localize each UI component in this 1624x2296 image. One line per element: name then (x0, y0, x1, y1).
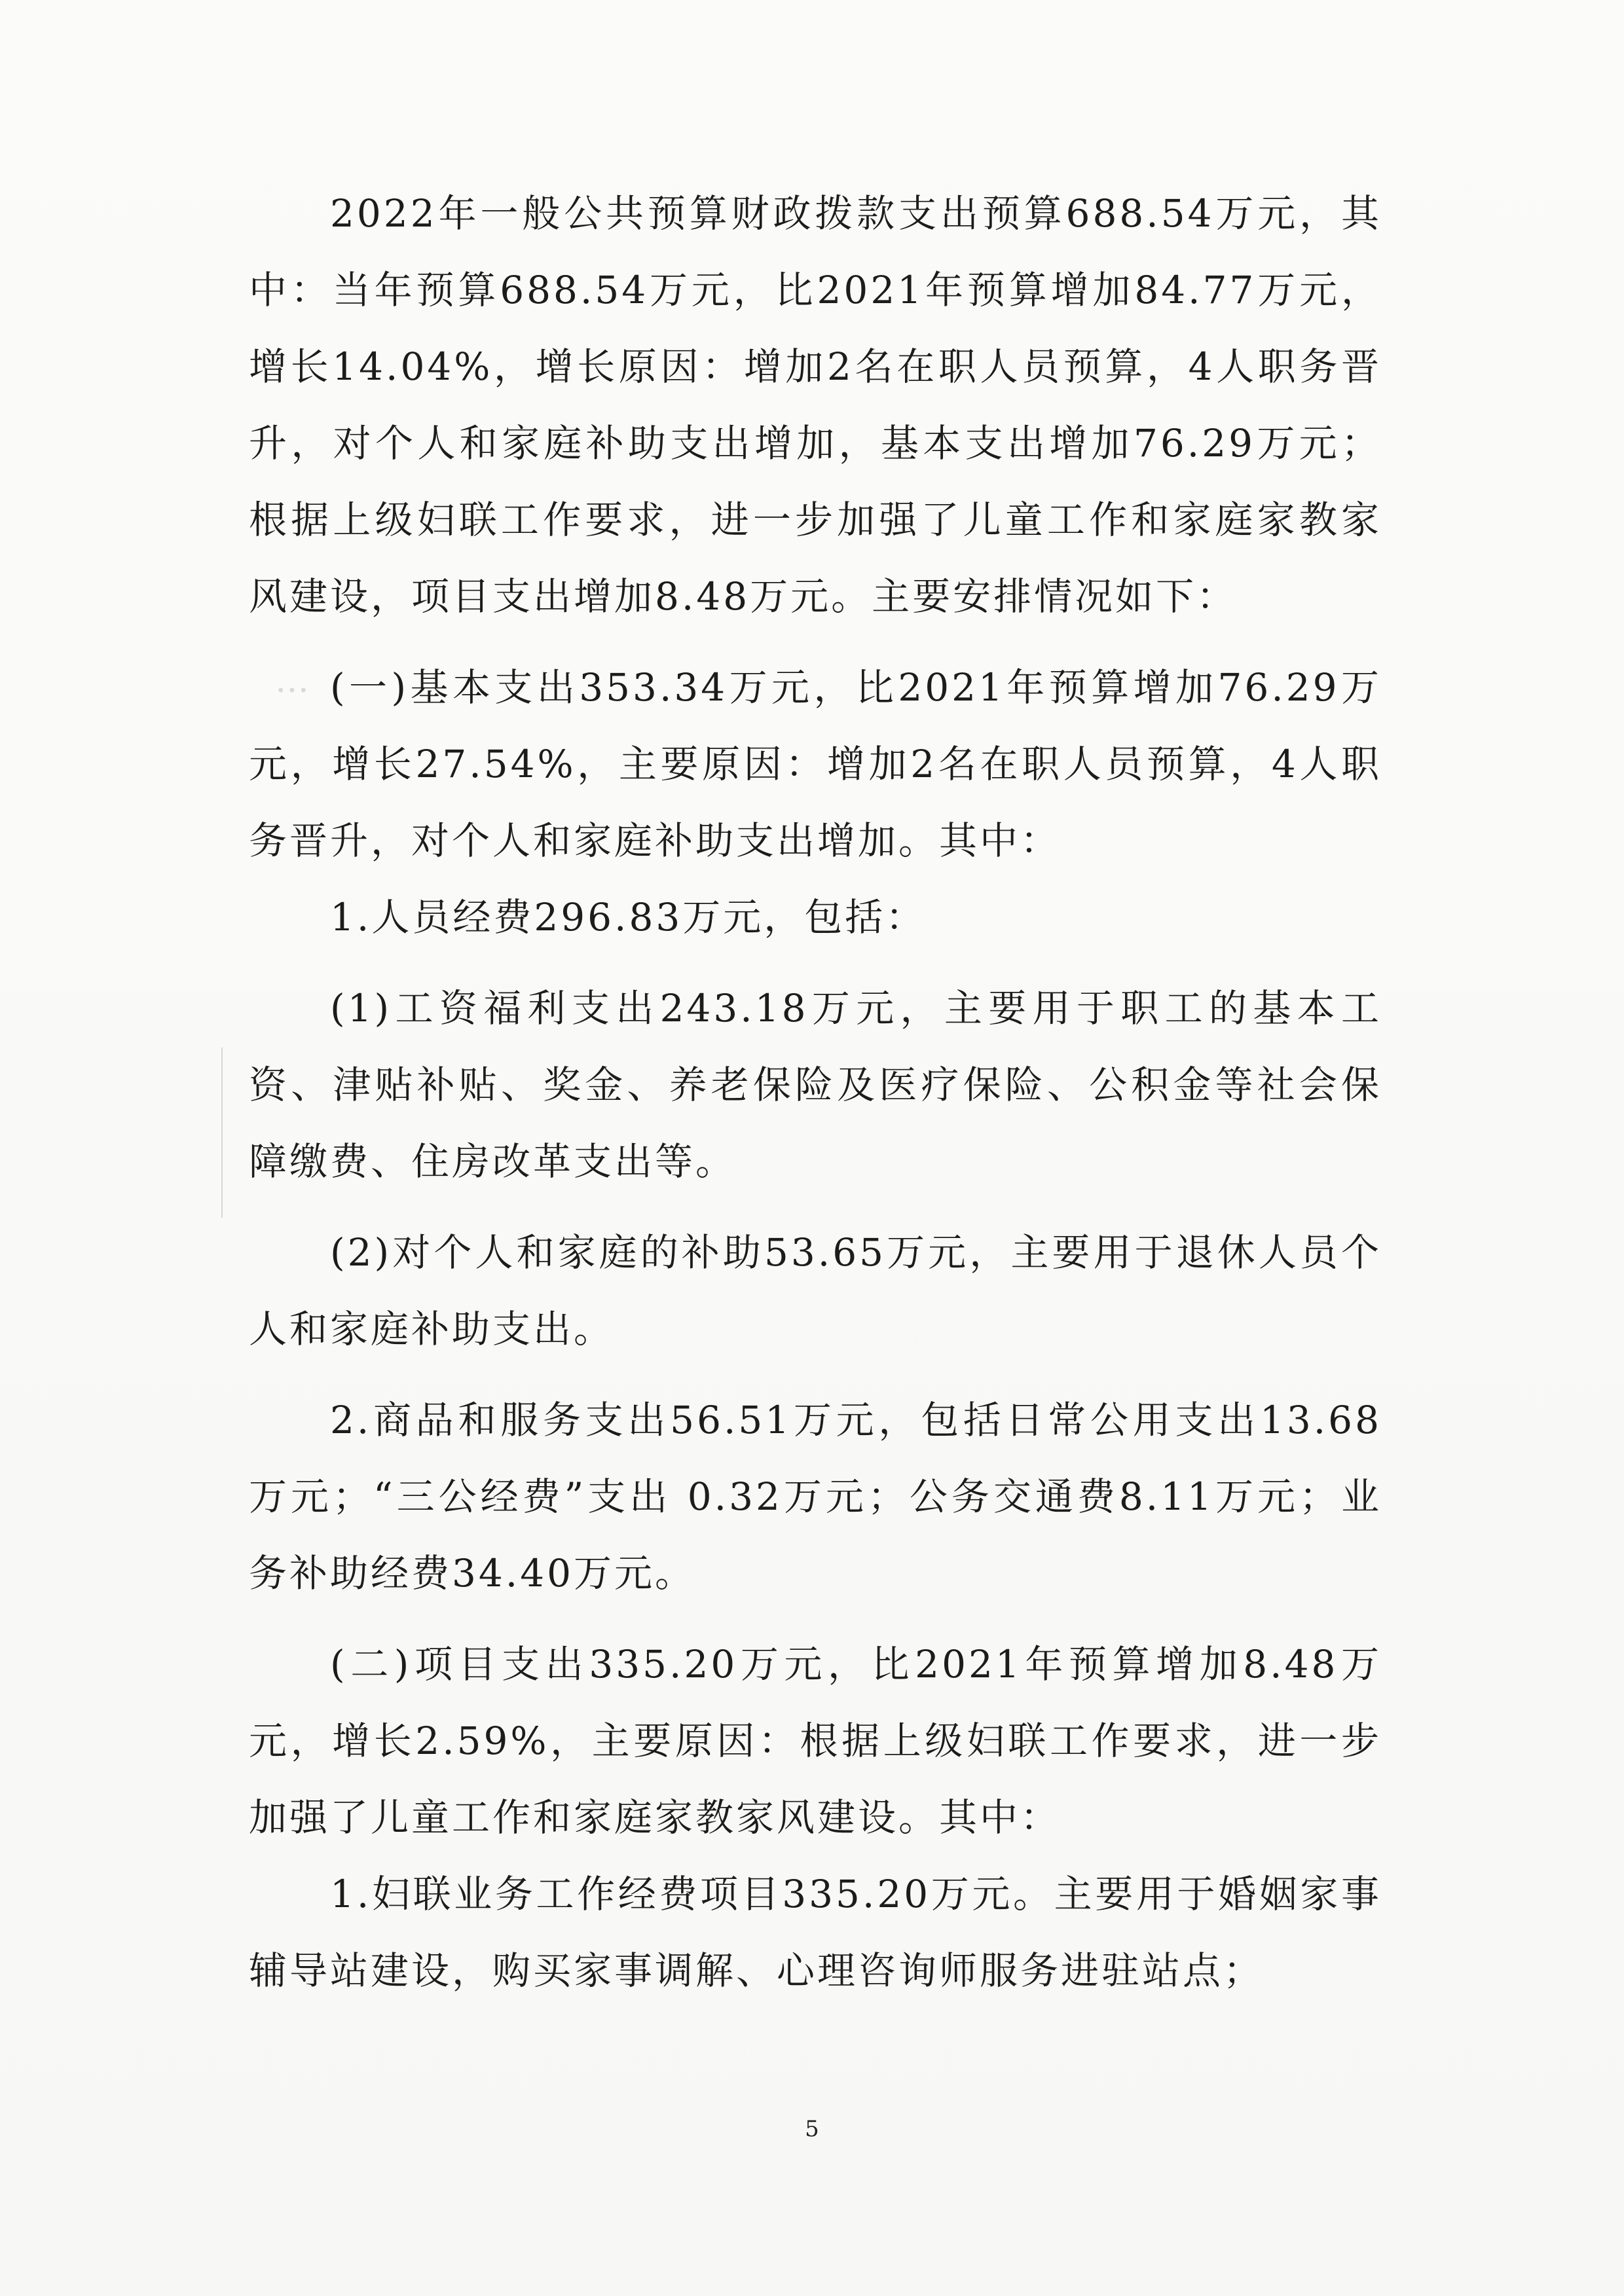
paragraph-household-subsidy: (2)对个人和家庭的补助53.65万元，主要用于退休人员个人和家庭补助支出。 (249, 1230, 1382, 1351)
paragraph-womens-federation-project: 1.妇联业务工作经费项目335.20万元。主要用于婚姻家事辅导站建设，购买家事调解、心理咨询师服务进驻站点； (249, 1872, 1382, 1993)
document-body (249, 175, 1382, 2009)
show-through-artifact: … (275, 661, 309, 701)
paragraph-salary-welfare: (1)工资福利支出243.18万元，主要用于职工的基本工资、津贴补贴、奖金、养老保险及医疗保险、公积金等社会保障缴费、住房改革支出等。 (249, 986, 1382, 1184)
paragraph-goods-services: 2.商品和服务支出56.51万元，包括日常公用支出13.68万元；“三公经费”支出 0.32万元；公务交通费8.11万元；业务补助经费34.40万元。 (249, 1398, 1382, 1595)
paragraph-budget-summary: 2022年一般公共预算财政拨款支出预算688.54万元，其中：当年预算688.54万元，比2021年预算增加84.77万元，增长14.04%，增长原因：增加2名在职人员预算，4人职务晋升，对个人和家庭补助支出增加，基本支出增加76.29万元；根据上级妇联工作要求，进一步加强了儿童工作和家庭家教家风建设，项目支出增加8.48万元。主要安排情况如下： (249, 191, 1382, 619)
scan-margin-mark (221, 1048, 232, 1218)
paragraph-basic-expenditure: (一)基本支出353.34万元，比2021年预算增加76.29万元，增长27.54%，主要原因：增加2名在职人员预算，4人职务晋升，对个人和家庭补助支出增加。其中： (249, 665, 1382, 863)
page-number: 5 (805, 2116, 819, 2142)
paragraph-project-expenditure: (二)项目支出335.20万元，比2021年预算增加8.48万元，增长2.59%，主要原因：根据上级妇联工作要求，进一步加强了儿童工作和家庭家教家风建设。其中： (249, 1642, 1382, 1840)
paragraph-personnel-funds: 1.人员经费296.83万元，包括： (330, 895, 927, 939)
